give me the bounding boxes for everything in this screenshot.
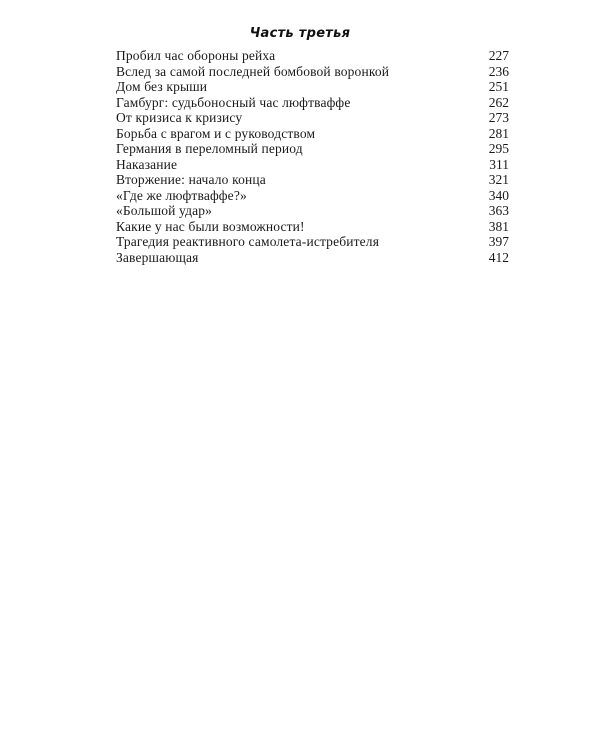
toc-entry-page: 381 [488,218,509,234]
toc-entry-page: 281 [488,125,509,141]
toc-entry-page: 273 [488,110,509,125]
toc-entry [116,157,509,173]
toc-entry [116,126,509,142]
toc-entry-title: Дом без крыши [116,79,208,94]
toc-entry-title: Вслед за самой последней бомбовой воронкой [116,63,390,79]
toc-entry-title: Германия в переломный период [116,141,303,156]
toc-entry [116,172,509,188]
toc-entry-page: 227 [488,48,509,63]
toc-entry-title: Трагедия реактивного самолета-истребителя [116,234,380,249]
toc-entry [116,141,509,157]
toc-entry-title: Борьба с врагом и с руководством [116,125,316,141]
toc-entry-title: Какие у нас были возможности! [116,218,305,234]
toc-entry [116,219,509,235]
toc-entry [116,234,509,250]
toc-entry-page: 340 [488,187,509,203]
toc-entry [116,188,509,204]
toc-entry-title: «Где же люфтваффе?» [116,187,247,203]
toc-entry [116,203,509,219]
toc-entry [116,250,509,266]
toc-entry-page: 236 [488,63,509,79]
toc-entry-title: Наказание [116,156,178,172]
toc-entry-page: 262 [488,94,509,110]
toc-entry-page: 251 [488,79,509,94]
toc-entry [116,48,509,64]
part-title: Часть третья [249,26,351,41]
toc-entry-page: 321 [488,172,509,187]
toc-entry-page: 363 [488,203,509,218]
toc-entry-title: Пробил час обороны рейха [116,48,276,63]
toc-entry-title: Завершающая [116,249,199,265]
toc-entry [116,64,509,80]
toc-entry-page: 397 [488,234,509,249]
toc-entry [116,110,509,126]
table-of-contents [116,48,509,265]
toc-entry [116,79,509,95]
toc-entry [116,95,509,111]
toc-entry-title: От кризиса к кризису [116,110,243,125]
toc-entry-title: «Большой удар» [116,203,213,218]
toc-entry-title: Гамбург: судьбоносный час люфтваффе [116,94,351,110]
toc-entry-page: 412 [488,249,509,265]
toc-entry-page: 311 [489,156,509,172]
toc-entry-page: 295 [488,141,509,156]
toc-entry-title: Вторжение: начало конца [116,172,266,187]
